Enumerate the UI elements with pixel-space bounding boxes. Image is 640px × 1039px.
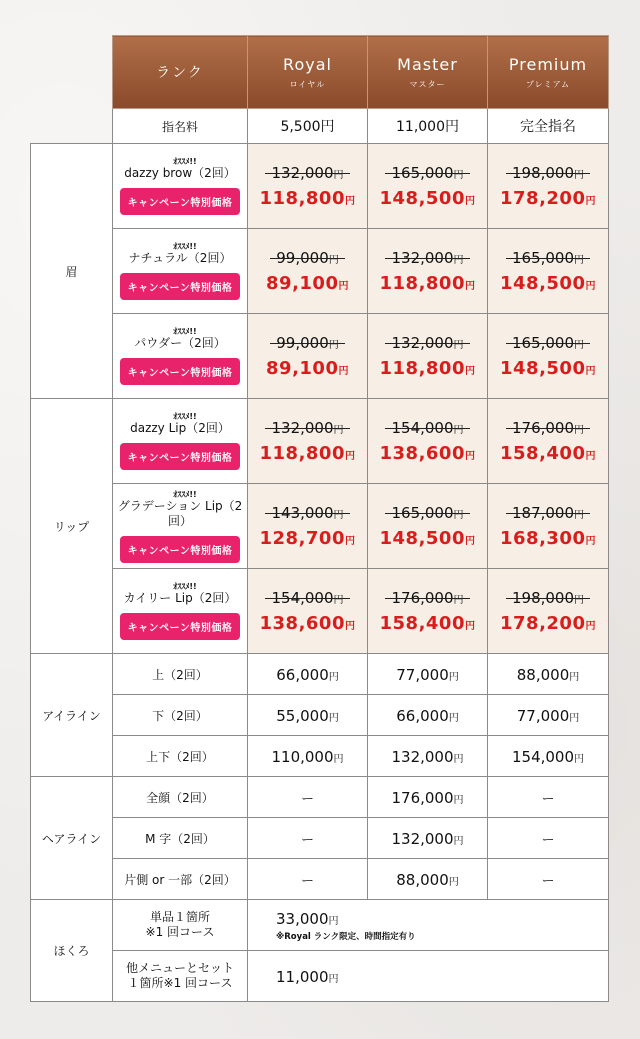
hairline-premium-unavailable: ー [488, 818, 609, 859]
price-table [30, 35, 609, 1002]
campaign-price: 148,500円 [500, 272, 596, 294]
campaign-price: 89,100円 [266, 272, 349, 294]
tier-premium-header: Premium プレミアム [488, 36, 609, 109]
hairline-royal-unavailable: ー [248, 859, 368, 900]
lip-price-cell [488, 569, 609, 654]
campaign-price: 89,100円 [266, 357, 349, 379]
campaign-price: 138,600円 [379, 442, 476, 464]
eyeline-row [31, 695, 609, 736]
mole-single-price: 33,000円 ※Royal ランク限定、時間指定有り [248, 900, 609, 951]
eyeline-price: 77,000円 [488, 695, 609, 736]
nomination-fee-label: 指名料 [113, 109, 248, 144]
hairline-row [31, 859, 609, 900]
lip-price-cell [368, 484, 488, 569]
eyeline-row [31, 736, 609, 777]
regular-price: 99,000円 [248, 334, 367, 352]
regular-price: 198,000円 [488, 589, 608, 607]
regular-price: 176,000円 [368, 589, 487, 607]
campaign-badge: キャンペーン特別価格 [120, 188, 241, 215]
menu-name: パウダー（2回） [134, 336, 226, 350]
category-brow: 眉 [31, 144, 113, 399]
brow-row [31, 144, 609, 229]
campaign-price: 118,800円 [259, 442, 356, 464]
campaign-price: 158,400円 [500, 442, 596, 464]
menu-name: カイリー Lip（2回） [123, 591, 237, 605]
menu-name: ナチュラル（2回） [128, 251, 232, 265]
lip-price-cell [248, 484, 368, 569]
regular-price: 154,000円 [248, 589, 367, 607]
brow-price-cell [488, 314, 609, 399]
eyeline-price: 66,000円 [248, 654, 368, 695]
eyeline-price: 110,000円 [248, 736, 368, 777]
lip-menu-cell [113, 399, 248, 484]
regular-price: 143,000円 [248, 504, 367, 522]
brow-price-cell [248, 314, 368, 399]
eyeline-price: 88,000円 [488, 654, 609, 695]
regular-price: 198,000円 [488, 164, 608, 182]
eyeline-price: 132,000円 [368, 736, 488, 777]
brow-menu-cell [113, 229, 248, 314]
regular-price: 132,000円 [248, 164, 367, 182]
regular-price: 132,000円 [368, 249, 487, 267]
lip-row [31, 399, 609, 484]
mole-single-label: 単品１箇所 ※1 回コース [113, 900, 248, 951]
lip-menu-cell [113, 484, 248, 569]
brow-price-cell [368, 229, 488, 314]
recommend-label: ｵｽｽﾒ!! [173, 157, 197, 166]
tier-master-header: Master マスター [368, 36, 488, 109]
brow-price-cell [488, 144, 609, 229]
campaign-price: 178,200円 [500, 612, 596, 634]
hairline-master-price: 176,000円 [368, 777, 488, 818]
campaign-price: 128,700円 [259, 527, 356, 549]
brow-menu-cell [113, 314, 248, 399]
hairline-royal-unavailable: ー [248, 777, 368, 818]
regular-price: 154,000円 [368, 419, 487, 437]
hairline-master-price: 132,000円 [368, 818, 488, 859]
eyeline-row [31, 654, 609, 695]
brow-menu-cell [113, 144, 248, 229]
brow-row [31, 229, 609, 314]
lip-row [31, 569, 609, 654]
recommend-label: ｵｽｽﾒ!! [173, 242, 197, 251]
campaign-price: 178,200円 [500, 187, 596, 209]
recommend-label: ｵｽｽﾒ!! [173, 582, 197, 591]
campaign-price: 148,500円 [379, 187, 476, 209]
brow-price-cell [368, 314, 488, 399]
rank-header: ランク [113, 36, 248, 109]
eyeline-menu-name: 上下（2回） [113, 736, 248, 777]
regular-price: 132,000円 [368, 334, 487, 352]
recommend-label: ｵｽｽﾒ!! [173, 327, 197, 336]
eyeline-price: 154,000円 [488, 736, 609, 777]
campaign-price: 148,500円 [500, 357, 596, 379]
lip-price-cell [488, 484, 609, 569]
category-hairline: ヘアライン [31, 777, 113, 900]
brow-price-cell [368, 144, 488, 229]
campaign-price: 118,800円 [379, 357, 476, 379]
campaign-price: 138,600円 [259, 612, 356, 634]
lip-price-cell [248, 569, 368, 654]
nomination-fee-master: 11,000円 [368, 109, 488, 144]
lip-price-cell [248, 399, 368, 484]
tier-royal-header: Royal ロイヤル [248, 36, 368, 109]
category-eyeline: アイライン [31, 654, 113, 777]
eyeline-price: 77,000円 [368, 654, 488, 695]
campaign-badge: キャンペーン特別価格 [120, 443, 241, 470]
header-corner [31, 36, 113, 109]
hairline-row [31, 777, 609, 818]
hairline-premium-unavailable: ー [488, 859, 609, 900]
hairline-menu-name: 片側 or 一部（2回） [113, 859, 248, 900]
recommend-label: ｵｽｽﾒ!! [173, 412, 197, 421]
hairline-master-price: 88,000円 [368, 859, 488, 900]
nomination-fee-premium: 完全指名 [488, 109, 609, 144]
campaign-badge: キャンペーン特別価格 [120, 613, 241, 640]
brow-row [31, 314, 609, 399]
mole-row-single [31, 900, 609, 951]
regular-price: 165,000円 [368, 504, 487, 522]
category-mole: ほくろ [31, 900, 113, 1002]
brow-section [31, 144, 609, 399]
regular-price: 99,000円 [248, 249, 367, 267]
lip-menu-cell [113, 569, 248, 654]
campaign-price: 118,800円 [379, 272, 476, 294]
campaign-badge: キャンペーン特別価格 [120, 273, 241, 300]
eyeline-section [31, 654, 609, 777]
menu-name: グラデーション Lip（2回） [117, 498, 243, 528]
eyeline-menu-name: 上（2回） [113, 654, 248, 695]
campaign-price: 158,400円 [379, 612, 476, 634]
regular-price: 165,000円 [368, 164, 487, 182]
eyeline-price: 66,000円 [368, 695, 488, 736]
hairline-royal-unavailable: ー [248, 818, 368, 859]
lip-price-cell [488, 399, 609, 484]
campaign-badge: キャンペーン特別価格 [120, 536, 241, 563]
campaign-badge: キャンペーン特別価格 [120, 358, 241, 385]
mole-row-set [31, 951, 609, 1002]
mole-set-price: 11,000円 [248, 951, 609, 1002]
regular-price: 176,000円 [488, 419, 608, 437]
campaign-price: 148,500円 [379, 527, 476, 549]
lip-section [31, 399, 609, 654]
category-lip: リップ [31, 399, 113, 654]
lip-price-cell [368, 399, 488, 484]
brow-price-cell [248, 144, 368, 229]
regular-price: 187,000円 [488, 504, 608, 522]
hairline-menu-name: M 字（2回） [113, 818, 248, 859]
eyeline-price: 55,000円 [248, 695, 368, 736]
lip-row [31, 484, 609, 569]
eyeline-menu-name: 下（2回） [113, 695, 248, 736]
brow-price-cell [488, 229, 609, 314]
nomination-fee-row [31, 109, 609, 144]
hairline-menu-name: 全顔（2回） [113, 777, 248, 818]
regular-price: 165,000円 [488, 334, 608, 352]
hairline-premium-unavailable: ー [488, 777, 609, 818]
menu-name: dazzy Lip（2回） [130, 421, 230, 435]
header-row [31, 36, 609, 109]
recommend-label: ｵｽｽﾒ!! [173, 489, 197, 499]
hairline-section [31, 777, 609, 900]
lip-price-cell [368, 569, 488, 654]
campaign-price: 168,300円 [500, 527, 596, 549]
campaign-price: 118,800円 [259, 187, 356, 209]
regular-price: 165,000円 [488, 249, 608, 267]
brow-price-cell [248, 229, 368, 314]
mole-set-label: 他メニューとセット １箇所※1 回コース [113, 951, 248, 1002]
regular-price: 132,000円 [248, 419, 367, 437]
menu-name: dazzy brow（2回） [124, 166, 236, 180]
hairline-row [31, 818, 609, 859]
nomination-fee-royal: 5,500円 [248, 109, 368, 144]
